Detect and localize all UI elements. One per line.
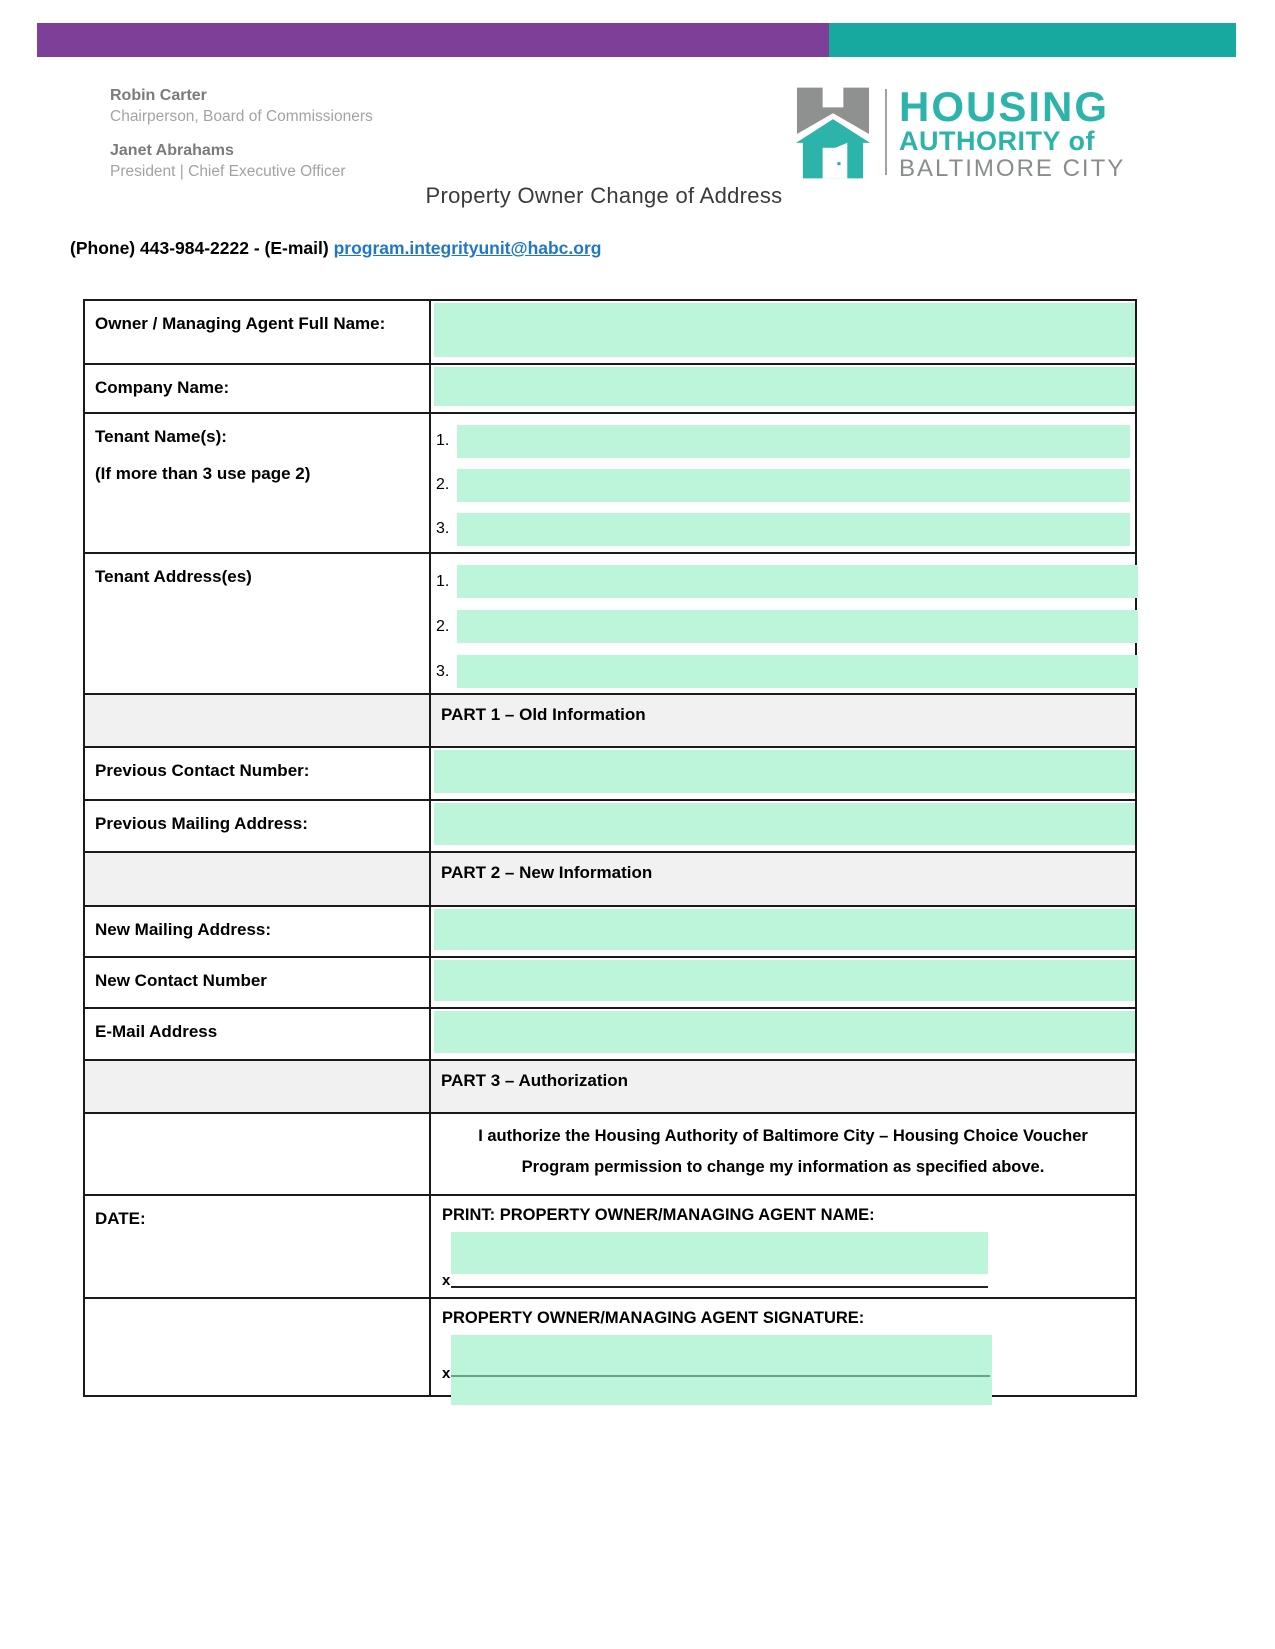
owner-name-label: Owner / Managing Agent Full Name: [85, 301, 431, 363]
row-part1-header [85, 695, 1135, 748]
authorization-text-line1: I authorize the Housing Authority of Baltimore City – Housing Choice Voucher [478, 1127, 1088, 1145]
official-title: Chairperson, Board of Commissioners [110, 108, 373, 125]
part3-left-spacer [85, 1061, 431, 1112]
print-name-cell [431, 1196, 1135, 1297]
signature-cell [431, 1299, 1135, 1395]
row-authorization [85, 1114, 1135, 1196]
new-mailing-label: New Mailing Address: [85, 907, 431, 956]
previous-contact-field[interactable] [434, 750, 1135, 793]
email-address-cell [431, 1009, 1135, 1059]
previous-contact-cell [431, 748, 1135, 799]
row-tenant-names [85, 414, 1135, 554]
previous-mailing-label: Previous Mailing Address: [85, 801, 431, 851]
authorization-text-line2: Program permission to change my information as specified above. [521, 1158, 1045, 1176]
tenant-names-cell [431, 414, 1135, 552]
contact-phone-text: (Phone) 443-984-2222 - (E-mail) [70, 238, 334, 258]
authorization-left-spacer [85, 1114, 431, 1194]
row-owner-name [85, 301, 1135, 365]
row-company-name [85, 365, 1135, 414]
tenant-address-row-2 [436, 604, 1135, 649]
previous-mailing-field[interactable] [434, 803, 1135, 845]
email-address-field[interactable] [434, 1011, 1135, 1053]
part1-heading: PART 1 – Old Information [441, 705, 646, 724]
company-name-cell [431, 365, 1135, 412]
print-name-rule [451, 1286, 988, 1288]
tenant-address-number-2: 2. [436, 617, 450, 635]
tenant-address-field-3[interactable] [457, 655, 1138, 688]
tenant-names-label-main: Tenant Name(s): [95, 427, 227, 446]
tenant-address-number-3: 3. [436, 662, 450, 680]
owner-name-cell [431, 301, 1135, 363]
page-title: Property Owner Change of Address [425, 183, 783, 208]
row-previous-contact [85, 748, 1135, 801]
new-contact-field[interactable] [434, 960, 1135, 1001]
print-name-x-mark: x [442, 1272, 451, 1289]
row-date-print-name [85, 1196, 1135, 1299]
tenant-address-row-1 [436, 559, 1135, 604]
print-name-heading: PRINT: PROPERTY OWNER/MANAGING AGENT NAME: [442, 1206, 875, 1224]
signature-left-spacer [85, 1299, 431, 1395]
change-of-address-form [83, 299, 1137, 1397]
authorization-cell [431, 1114, 1135, 1194]
row-part3-header [85, 1061, 1135, 1114]
logo-word-authority: AUTHORITY of [899, 126, 1095, 156]
habc-house-icon [795, 87, 871, 179]
top-ribbon-purple-segment [37, 23, 829, 57]
tenant-name-number-3: 3. [436, 520, 450, 537]
tenant-address-field-2[interactable] [457, 610, 1138, 643]
print-name-signature-line [442, 1274, 1135, 1288]
officials-block [110, 86, 373, 182]
company-name-label: Company Name: [85, 365, 431, 412]
part1-left-spacer [85, 695, 431, 746]
date-label: DATE: [85, 1196, 431, 1297]
new-contact-cell [431, 958, 1135, 1007]
top-ribbon-teal-segment [829, 23, 1236, 57]
official-name: Robin Carter [110, 87, 207, 104]
signature-heading: PROPERTY OWNER/MANAGING AGENT SIGNATURE: [442, 1309, 865, 1327]
signature-field[interactable] [451, 1335, 992, 1405]
logo-divider [885, 89, 887, 175]
part2-left-spacer [85, 853, 431, 905]
print-name-field[interactable] [451, 1232, 988, 1274]
part3-heading: PART 3 – Authorization [441, 1071, 628, 1090]
new-mailing-field[interactable] [434, 909, 1135, 950]
official-name: Janet Abrahams [110, 142, 234, 159]
part2-header-cell [431, 853, 1135, 905]
new-mailing-cell [431, 907, 1135, 956]
top-ribbon [37, 23, 1236, 57]
row-new-mailing [85, 907, 1135, 958]
contact-line [70, 238, 601, 259]
tenant-name-number-1: 1. [436, 432, 450, 449]
tenant-name-field-2[interactable] [457, 469, 1130, 502]
tenant-name-row-1 [436, 419, 1135, 463]
official-title: President | Chief Executive Officer [110, 163, 346, 180]
logo-word-baltimore: BALTIMORE CITY [899, 155, 1126, 182]
part2-heading: PART 2 – New Information [441, 863, 653, 882]
logo-wordmark [899, 83, 1126, 182]
signature-area [442, 1335, 1135, 1407]
part3-header-cell [431, 1061, 1135, 1112]
company-name-field[interactable] [434, 367, 1135, 406]
tenant-addresses-cell [431, 554, 1135, 693]
tenant-name-field-1[interactable] [457, 425, 1130, 458]
tenant-name-row-3 [436, 507, 1135, 551]
official-entry [110, 86, 373, 127]
previous-mailing-cell [431, 801, 1135, 851]
official-entry [110, 141, 373, 182]
row-tenant-addresses [85, 554, 1135, 695]
tenant-address-row-3 [436, 649, 1135, 694]
email-address-label: E-Mail Address [85, 1009, 431, 1059]
tenant-names-label [85, 414, 431, 552]
tenant-name-number-2: 2. [436, 476, 450, 493]
previous-contact-label: Previous Contact Number: [85, 748, 431, 799]
row-new-contact [85, 958, 1135, 1009]
row-email-address [85, 1009, 1135, 1061]
row-part2-header [85, 853, 1135, 907]
part1-header-cell [431, 695, 1135, 746]
contact-email-link[interactable]: program.integrityunit@habc.org [333, 238, 602, 258]
new-contact-label: New Contact Number [85, 958, 431, 1007]
tenant-name-field-3[interactable] [457, 513, 1130, 546]
signature-rule [451, 1375, 990, 1377]
tenant-names-note: (If more than 3 use page 2) [95, 464, 311, 483]
tenant-addresses-label: Tenant Address(es) [85, 554, 431, 693]
row-signature [85, 1299, 1135, 1395]
signature-x-mark: x [442, 1365, 451, 1382]
logo-word-housing: HOUSING [899, 83, 1110, 130]
tenant-address-field-1[interactable] [457, 565, 1138, 598]
owner-name-field[interactable] [434, 303, 1135, 357]
habc-logo [795, 83, 1126, 182]
tenant-name-row-2 [436, 463, 1135, 507]
row-previous-mailing [85, 801, 1135, 853]
tenant-address-number-1: 1. [436, 572, 450, 590]
